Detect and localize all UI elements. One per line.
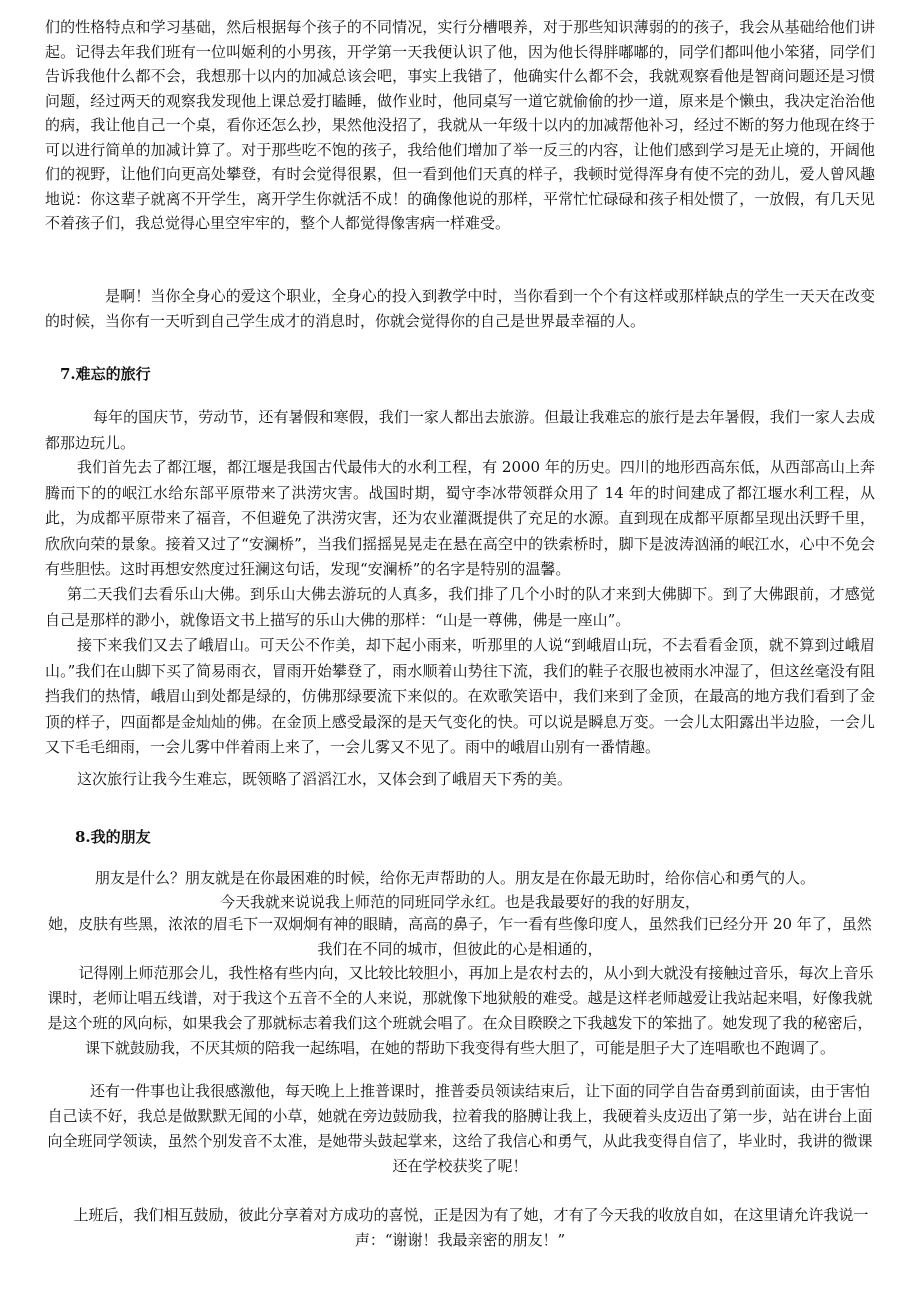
section-8-paragraph-6: 上班后，我们相互鼓励，彼此分享着对方成功的喜悦，正是因为有了她，才有了今天我的收放自如，在这里请允许我说一声：“谢谢！我最亲密的朋友！”	[73, 1206, 869, 1249]
section-8-paragraph-4: 记得刚上师范那会儿，我性格有些内向，又比较比较胆小，再加上是农村去的，从小到大就没有接触过音乐，每次上音乐课时，老师让唱五线谱，对于我这个五音不全的人来说，那就像下地狱般的难受。越是这样老师越爱让我站起来唱，好像我就是这个班的风向标，如果我会了那就标志着我们这个班就会唱了。在众目睽睽之下我越发下的笨拙了。她发现了我的秘密后，课下就鼓励我，不厌其烦的陪我一起练唱，在她的帮助下我变得有些大胆了，可能是胆子大了连唱歌也不跑调了。	[47, 964, 874, 1057]
section-7-paragraph-4: 接下来我们又去了峨眉山。可天公不作美，却下起小雨来，听那里的人说“到峨眉山玩，不去看看金顶，就不算到过峨眉山。”我们在山脚下买了简易雨衣，冒雨开始攀登了，雨水顺着山势往下流，我们的鞋子衣服也被雨水冲湿了，但这丝毫没有阻挡我们的热情，峨眉山到处都是绿的，仿佛那绿要流下来似的。在欢歌笑语中，我们来到了金顶，在最高的地方我们看到了金顶的样子，四面都是金灿灿的佛。在金顶上感受最深的是天气变化的快。可以说是瞬息万变。一会儿太阳露出半边脸，一会儿又下毛毛细雨，一会儿雾中伴着雨上来了，一会儿雾又不见了。雨中的峨眉山别有一番情趣。	[45, 636, 875, 756]
section-8-heading: 8.我的朋友	[75, 828, 151, 846]
section-8-paragraph-5: 还有一件事也让我很感激他，每天晚上上推普课时，推普委员领读结束后，让下面的同学自告奋勇到前面读，由于害怕自己读不好，我总是做默默无闻的小草，她就在旁边鼓励我，拉着我的胳膊让我上，我硬着头皮迈出了第一步，站在讲台上面向全班同学领读，虽然个别发音不太准，是她带头鼓起掌来，这给了我信心和勇气，从此我变得自信了，毕业时，我讲的微课还在学校获奖了呢！	[47, 1082, 873, 1175]
section-8-paragraph-2: 今天我就来说说我上师范的同班同学永红。也是我最要好的我的好朋友，	[219, 893, 700, 911]
section-7-paragraph-1: 每年的国庆节，劳动节，还有暑假和寒假，我们一家人都出去旅游。但最让我难忘的旅行是去年暑假，我们一家人去成都那边玩儿。	[45, 408, 875, 452]
intro-paragraph-2: 是啊！当你全身心的爱这个职业，全身心的投入到教学中时，当你看到一个个有这样或那样缺点的学生一天天在改变的时候，当你有一天听到自己学生成才的消息时，你就会觉得你的自己是世界最幸福的人。	[45, 287, 875, 330]
intro-paragraph-1: 们的性格特点和学习基础，然后根据每个孩子的不同情况，实行分槽喂养，对于那些知识薄弱的的孩子，我会从基础给他们讲起。记得去年我们班有一位叫姬利的小男孩，开学第一天我便认识了他，因为他长得胖嘟嘟的，同学们都叫他小笨猪，同学们告诉我他什么都不会，我想那十以内的加减总该会吧，事实上我错了，他确实什么都不会，我就观察看他是智商问题还是习惯问题，经过两天的观察我发现他上课总爱打瞌睡，做作业时，他同桌写一道它就偷偷的抄一道，原来是个懒虫，我决定治治他的病，我让他自己一个桌，看你还怎么抄，果然他没招了，我就从一年级十以内的加减帮他补习，经过不断的努力他现在终于可以进行简单的加减计算了。对于那些吃不饱的孩子，我给他们增加了举一反三的内容，让他们感到学习是无止境的，开阔他们的视野，让他们向更高处攀登，有时会觉得很累，但一看到他们天真的样子，我顿时觉得浑身有使不完的劲儿，爱人曾风趣地说：你这辈子就离不开学生，离开学生你就活不成！的确像他说的那样，平常忙忙碌碌和孩子相处惯了，一放假，有几天见不着孩子们，我总觉得心里空牢牢的，整个人都觉得像害病一样难受。	[45, 18, 875, 232]
section-7-paragraph-2: 我们首先去了都江堰，都江堰是我国古代最伟大的水利工程，有 2000 年的历史。四川的地形西高东低，从西部高山上奔腾而下的的岷江水给东部平原带来了洪涝灾害。战国时期，蜀守李冰带领群众用了 14 年的时间建成了都江堰水利工程，从此，为成都平原带来了福音，不但避免了洪涝灾害，还为农业灌溉提供了充足的水源。直到现在成都平原都呈现出沃野千里，欣欣向荣的景象。接着又过了“安澜桥”，当我们摇摇晃晃走在悬在高空中的铁索桥时，脚下是波涛汹涌的岷江水，心中不免会有些胆怯。这时再想安然度过狂澜这句话，发现“安澜桥”的名字是特别的温馨。	[45, 458, 875, 578]
section-7-paragraph-5: 这次旅行让我今生难忘，既领略了滔滔江水，又体会到了峨眉天下秀的美。	[77, 770, 573, 788]
section-7-paragraph-3: 第二天我们去看乐山大佛。到乐山大佛去游玩的人真多，我们排了几个小时的队才来到大佛脚下。到了大佛跟前，才感觉自己是那样的渺小，就像语文书上描写的乐山大佛的那样：“山是一尊佛，佛是一座山”。	[45, 585, 875, 629]
section-8-paragraph-1: 朋友是什么？朋友就是在你最困难的时候，给你无声帮助的人。朋友是在你最无助时，给你信心和勇气的人。	[95, 869, 816, 887]
section-8-paragraph-3: 她，皮肤有些黑，浓浓的眉毛下一双炯炯有神的眼睛，高高的鼻子，乍一看有些像印度人，虽然我们已经分开 20 年了，虽然我们在不同的城市，但彼此的心是相通的，	[48, 915, 872, 958]
section-7-heading: 7.难忘的旅行	[60, 365, 151, 383]
